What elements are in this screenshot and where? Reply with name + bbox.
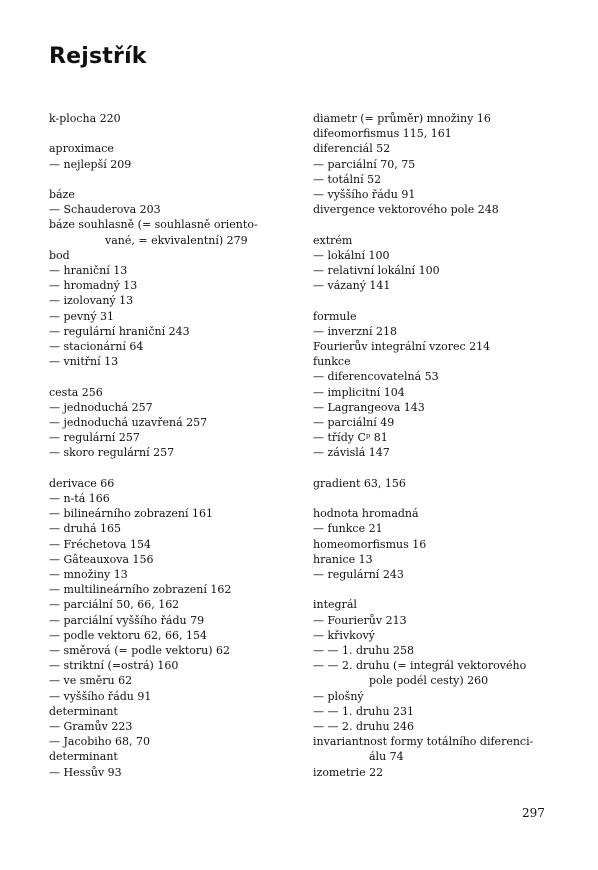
index-entry: — lokální 100 — [313, 248, 390, 262]
index-entry: — totální 52 — [313, 172, 382, 186]
index-entry: — vázaný 141 — [313, 279, 391, 293]
index-entry: k-plocha 220 — [49, 112, 121, 125]
index-entry: — bilineárního zobrazení 161 — [49, 507, 213, 521]
index-entry: invariantnost formy totálního diferenci- — [313, 735, 534, 749]
index-entry: formule — [313, 309, 357, 323]
index-entry: — Schauderova 203 — [49, 203, 161, 217]
index-entry: extrém — [313, 233, 353, 247]
index-entry: — Fourierův 213 — [313, 613, 407, 627]
page-title: Rejstřík — [49, 44, 147, 69]
index-entry: — multilineárního zobrazení 162 — [49, 583, 232, 597]
index-entry: báze souhlasně (= souhlasně orientо- — [49, 218, 258, 232]
index-entry: — jednoduchá uzavřená 257 — [49, 416, 208, 430]
index-entry: — — 2. druhu 246 — [313, 720, 415, 734]
index-entry: pole podél cesty) 260 — [369, 674, 489, 688]
index-entry: — parciální 50, 66, 162 — [49, 598, 180, 612]
index-entry: — — 1. druhu 231 — [313, 704, 415, 718]
index-entry: — Gâteauxova 156 — [49, 552, 154, 566]
index-entry: vané, = ekvivalentní) 279 — [105, 233, 248, 247]
index-entry: diametr (= průměr) množiny 16 — [313, 112, 491, 125]
index-entry: — směrová (= podle vektoru) 62 — [49, 644, 231, 658]
index-entry: — parciální 70, 75 — [313, 157, 416, 171]
index-entry: aproximace — [49, 142, 114, 156]
index-entry: — striktní (=ostrá) 160 — [49, 659, 179, 673]
index-column-left — [49, 111, 299, 780]
index-entry: — hromadný 13 — [49, 279, 138, 293]
index-entry: — inverzní 218 — [313, 324, 397, 338]
index-entry: — nejlepší 209 — [49, 157, 132, 171]
entry-gap — [313, 217, 553, 232]
index-entry: Fourierův integrální vzorec 214 — [313, 340, 491, 354]
index-entry: difeomorfismus 115, 161 — [313, 127, 452, 141]
page-number: 297 — [522, 806, 545, 820]
entry-gap — [313, 491, 553, 506]
index-entry: izometrie 22 — [313, 765, 384, 779]
index-entry: derivace 66 — [49, 476, 115, 490]
index-entry: — vyššího řádu 91 — [313, 188, 416, 202]
index-column-right — [313, 111, 553, 780]
index-entry: — funkce 21 — [313, 522, 383, 536]
index-entry: — stacionární 64 — [49, 340, 144, 354]
index-entry: — relativní lokální 100 — [313, 264, 440, 278]
index-entry: — regulární hraniční 243 — [49, 324, 190, 338]
index-entry: — podle vektoru 62, 66, 154 — [49, 628, 207, 642]
index-entry: — parciální vyššího řádu 79 — [49, 613, 205, 627]
index-entry: — regulární 257 — [49, 431, 140, 445]
entry-gap — [49, 126, 299, 141]
index-entry: — druhá 165 — [49, 522, 122, 536]
index-entry: báze — [49, 187, 75, 201]
index-entry: — implicitní 104 — [313, 385, 405, 399]
index-entry: — Fréchetova 154 — [49, 537, 151, 551]
index-entry: gradient 63, 156 — [313, 476, 406, 490]
index-entry: — vnitřní 13 — [49, 355, 119, 369]
index-entry: álu 74 — [369, 750, 404, 764]
index-entry: — křivkový — [313, 628, 375, 642]
index-entry: divergence vektorového pole 248 — [313, 203, 499, 217]
entry-gap — [313, 582, 553, 597]
index-entry: — hraniční 13 — [49, 264, 128, 277]
index-entry: integrál — [313, 598, 357, 612]
index-entry: — n-tá 166 — [49, 492, 110, 506]
index-entry: — skoro regulární 257 — [49, 446, 175, 460]
index-entry: — — 2. druhu (= integrál vektorového — [313, 659, 527, 673]
index-entry: funkce — [313, 355, 351, 369]
index-entry: — — 1. druhu 258 — [313, 644, 415, 658]
index-entry: homeomorfismus 16 — [313, 537, 427, 551]
index-entry: — vyššího řádu 91 — [49, 689, 152, 703]
entry-gap — [49, 172, 299, 187]
index-entry: — izolovaný 13 — [49, 294, 134, 308]
index-entry: cesta 256 — [49, 385, 103, 399]
index-entry: — plošný — [313, 689, 364, 703]
entry-gap — [313, 293, 553, 308]
index-entry: — diferencovatelná 53 — [313, 370, 439, 384]
index-entry: hodnota hromadná — [313, 507, 419, 521]
index-entry: — ve směru 62 — [49, 674, 133, 688]
index-entry: — třídy Cᵖ 81 — [313, 431, 388, 445]
index-entry: — množiny 13 — [49, 568, 128, 582]
index-entry: — Lagrangeova 143 — [313, 400, 425, 414]
entry-gap — [49, 369, 299, 384]
index-entry: determinant — [49, 704, 118, 718]
index-entry: — parciální 49 — [313, 416, 395, 430]
index-entry: — závislá 147 — [313, 446, 390, 460]
index-entry: bod — [49, 248, 70, 262]
index-entry: — jednoduchá 257 — [49, 400, 153, 414]
index-entry: — Jacobiho 68, 70 — [49, 735, 150, 749]
index-entry: diferenciál 52 — [313, 142, 391, 156]
index-entry: hranice 13 — [313, 552, 373, 566]
index-entry: — pevný 31 — [49, 309, 115, 323]
index-entry: — Gramův 223 — [49, 720, 133, 734]
index-entry: determinant — [49, 750, 118, 764]
index-entry: — Hessův 93 — [49, 765, 122, 779]
entry-gap — [313, 461, 553, 476]
entry-gap — [49, 461, 299, 476]
index-entry: — regulární 243 — [313, 568, 404, 582]
